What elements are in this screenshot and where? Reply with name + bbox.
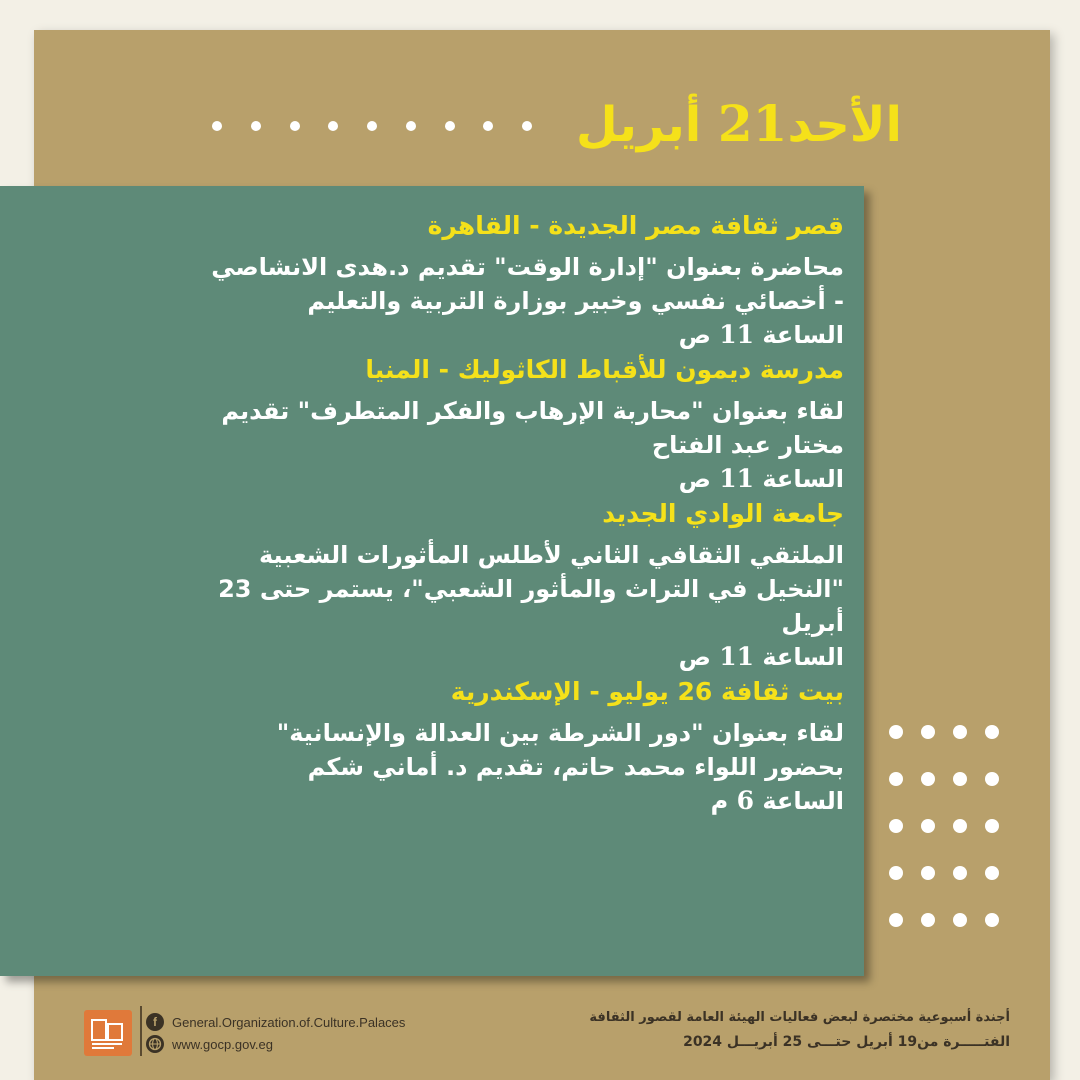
decor-dot (921, 866, 935, 880)
decor-dot (953, 772, 967, 786)
side-dot-grid (880, 708, 1008, 978)
time-suffix: ص (678, 643, 711, 671)
organization-logo (84, 1010, 132, 1056)
decor-dot (290, 121, 300, 131)
event-item (204, 496, 844, 674)
decor-dot (953, 725, 967, 739)
agenda-title: أجندة أسبوعية مختصرة لبعض فعاليات الهيئة العامة لقصور الثقافة (589, 1010, 1010, 1025)
event-item (204, 352, 844, 496)
decor-dot (889, 819, 903, 833)
event-description-line: "النخيل في التراث والمأثور الشعبي"، يستمر حتى 23 (218, 575, 844, 603)
facebook-row[interactable] (146, 1011, 405, 1033)
decor-dot (921, 819, 935, 833)
decor-dot (889, 913, 903, 927)
time-suffix: ص (678, 321, 711, 349)
decor-dot (889, 772, 903, 786)
time-prefix: الساعة (762, 787, 844, 815)
event-venue: مدرسة ديمون للأقباط الكاثوليك - المنيا (365, 355, 844, 384)
decor-dot (921, 772, 935, 786)
event-description-line: لقاء بعنوان "دور الشرطة بين العدالة والإنسانية" (276, 719, 844, 747)
time-number: 6 (736, 786, 755, 815)
facebook-icon: f (146, 1013, 164, 1031)
decor-dot (889, 725, 903, 739)
day-number: 21 (717, 94, 788, 153)
decor-dot (953, 819, 967, 833)
day-title (576, 92, 902, 157)
top-dot-row (212, 118, 532, 134)
event-time (204, 784, 844, 818)
event-description-line: لقاء بعنوان "محاربة الإرهاب والفكر المتطرف" تقديم (221, 397, 844, 425)
event-item (204, 674, 844, 818)
website-link[interactable]: www.gocp.gov.eg (172, 1036, 273, 1052)
event-venue: بيت ثقافة 26 يوليو - الإسكندرية (450, 677, 844, 706)
time-suffix: م (710, 787, 729, 815)
decor-dot (985, 772, 999, 786)
website-row[interactable] (146, 1033, 273, 1055)
event-time (204, 462, 844, 496)
decor-dot (367, 121, 377, 131)
facebook-link[interactable]: General.Organization.of.Culture.Palaces (172, 1014, 406, 1030)
event-description-line: مختار عبد الفتاح (651, 431, 844, 459)
decor-dot (985, 819, 999, 833)
time-number: 11 (719, 464, 755, 493)
event-venue: قصر ثقافة مصر الجديدة - القاهرة (427, 211, 844, 240)
time-prefix: الساعة (762, 643, 844, 671)
time-number: 11 (719, 642, 755, 671)
decor-dot (251, 121, 261, 131)
event-description-line: - أخصائي نفسي وخبير بوزارة التربية والتعليم (307, 287, 844, 315)
time-prefix: الساعة (762, 321, 844, 349)
decor-dot (483, 121, 493, 131)
event-description-line: بحضور اللواء محمد حاتم، تقديم د. أماني شكم (307, 753, 844, 781)
decor-dot (985, 725, 999, 739)
decor-dot (445, 121, 455, 131)
event-venue: جامعة الوادي الجديد (602, 499, 844, 528)
event-time (204, 640, 844, 674)
event-description-line: محاضرة بعنوان "إدارة الوقت" تقديم د.هدى الانشاصي (211, 253, 844, 281)
events-list (204, 208, 844, 818)
decor-dot (889, 866, 903, 880)
decor-dot (953, 913, 967, 927)
decor-dot (921, 725, 935, 739)
time-suffix: ص (678, 465, 711, 493)
decor-dot (522, 121, 532, 131)
month-name: أبريل (575, 97, 702, 153)
globe-icon (146, 1035, 164, 1053)
decor-dot (212, 121, 222, 131)
logo-mark (88, 1014, 128, 1052)
event-item (204, 208, 844, 352)
decor-dot (921, 913, 935, 927)
event-description-line: الملتقي الثقافي الثاني لأطلس المأثورات الشعبية (258, 541, 844, 569)
time-number: 11 (719, 320, 755, 349)
day-name: الأحد (787, 97, 902, 153)
footer-divider (140, 1006, 142, 1056)
event-description-line: أبريل (781, 609, 844, 637)
decor-dot (406, 121, 416, 131)
decor-dot (985, 866, 999, 880)
time-prefix: الساعة (762, 465, 844, 493)
decor-dot (985, 913, 999, 927)
agenda-period: الفتـــــرة من19 أبريل حتـــى 25 أبريـــل 2024 (683, 1034, 1010, 1050)
decor-dot (953, 866, 967, 880)
event-time (204, 318, 844, 352)
decor-dot (328, 121, 338, 131)
